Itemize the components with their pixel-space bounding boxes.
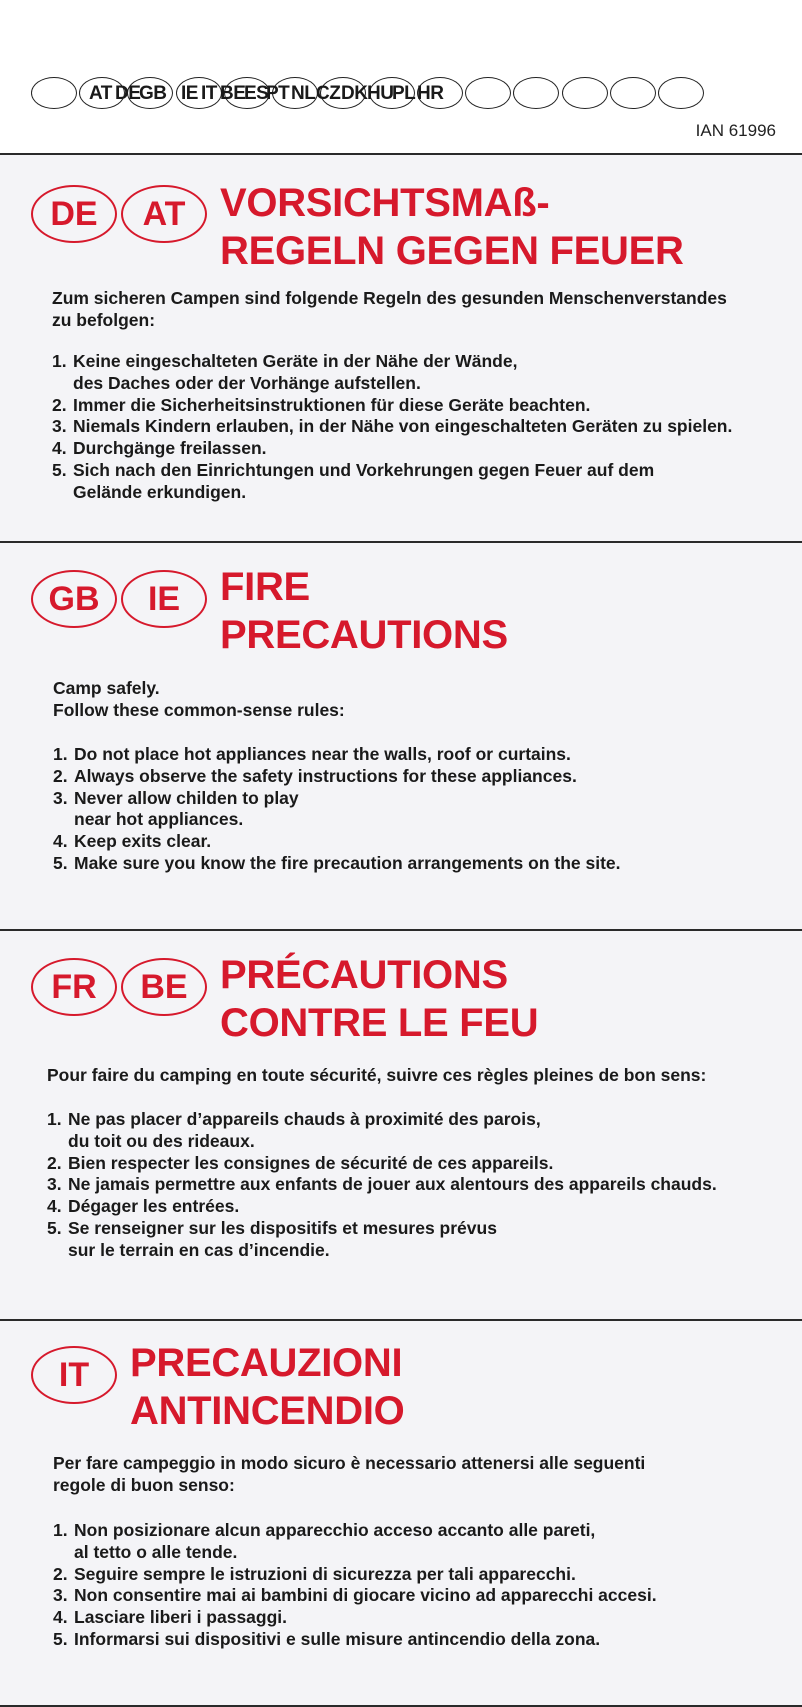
badge-at: AT: [121, 185, 207, 243]
rule-item: 2. Seguire sempre le istruzioni di sicurezza per tali apparecchi.: [53, 1563, 576, 1584]
code-label: PT: [266, 83, 290, 104]
section-intro: Pour faire du camping en toute sécurité, suivre ces règles pleines de bon sens:: [47, 1065, 707, 1085]
badge-fr: FR: [31, 958, 117, 1016]
rule-item: 3. Non consentire mai ai bambini di giocare vicino ad apparecchi accesi.: [53, 1585, 657, 1606]
rule-item: 4. Durchgänge freilassen.: [52, 438, 267, 459]
rule-item: 4. Lasciare liberi i passaggi.: [53, 1607, 288, 1628]
rule-item: 1. Non posizionare alcun apparecchio acceso accanto alle pareti, al tetto o alle tende.: [53, 1520, 596, 1562]
rule-item: 1. Keine eingeschalteten Geräte in der Nähe der Wände, des Daches oder der Vorhänge aufstellen.: [52, 351, 518, 393]
section-title: PRECAUZIONI ANTINCENDIO: [130, 1341, 405, 1433]
badge-gb: GB: [31, 570, 117, 628]
rule-item: 3. Never allow childen to play near hot appliances.: [53, 787, 299, 830]
rule-item: 2. Immer die Sicherheitsinstruktionen für diese Geräte beachten.: [52, 394, 591, 415]
rule-item: 5. Informarsi sui dispositivi e sulle misure antincendio della zona.: [53, 1628, 601, 1649]
code-label: CZ: [316, 83, 341, 104]
code-label: GB: [139, 83, 167, 104]
section-title: VORSICHTSMAß- REGELN GEGEN FEUER: [220, 181, 684, 273]
code-pill: [562, 77, 608, 109]
rule-item: 2. Always observe the safety instructions for these appliances.: [53, 765, 577, 786]
code-label: AT: [89, 83, 112, 104]
rule-item: 2. Bien respecter les consignes de sécurité de ces appareils.: [47, 1152, 554, 1173]
badge-be: BE: [121, 958, 207, 1016]
rule-item: 3. Ne jamais permettre aux enfants de jouer aux alentours des appareils chauds.: [47, 1174, 717, 1195]
rule-item: 4. Dégager les entrées.: [47, 1196, 240, 1217]
section-gb-ie: [0, 543, 802, 929]
code-label: DK: [341, 83, 368, 104]
code-label: HR: [417, 83, 444, 104]
code-label: BE: [220, 83, 246, 104]
code-label: IE: [181, 83, 198, 104]
section-it: [0, 1321, 802, 1705]
code-pill: [610, 77, 656, 109]
rule-item: 5. Sich nach den Einrichtungen und Vorkehrungen gegen Feuer auf dem Gelände erkundigen.: [52, 459, 655, 502]
code-pill: [31, 77, 77, 109]
rule-item: 5. Se renseigner sur les dispositifs et mesures prévus sur le terrain en cas d’incendie.: [47, 1217, 497, 1260]
rules-list: [53, 1520, 657, 1651]
ian-number: IAN 61996: [695, 121, 776, 140]
section-de-at: [0, 155, 802, 541]
badge-de: DE: [31, 185, 117, 243]
section-title: FIRE PRECAUTIONS: [220, 565, 508, 657]
rule-item: 1. Ne pas placer d’appareils chauds à proximité des parois, du toit ou des rideaux.: [47, 1109, 541, 1151]
code-pill: [513, 77, 559, 109]
rule-item: 1. Do not place hot appliances near the walls, roof or curtains.: [53, 744, 571, 764]
rules-list: [52, 351, 732, 504]
header-bar: [0, 0, 802, 155]
section-intro: Per fare campeggio in modo sicuro è necessario attenersi alle seguenti regole di buon senso:: [53, 1453, 646, 1495]
rule-item: 4. Keep exits clear.: [53, 831, 212, 852]
section-intro: Zum sicheren Campen sind folgende Regeln des gesunden Menschenverstandes zu befolgen:: [52, 288, 727, 330]
code-label: DE: [115, 83, 141, 104]
code-label: ES: [244, 83, 269, 104]
code-label: IT: [201, 83, 217, 104]
code-label: HU: [367, 83, 394, 104]
section-fr-be: [0, 931, 802, 1319]
section-title: PRÉCAUTIONS CONTRE LE FEU: [220, 953, 539, 1045]
code-label: NL: [291, 83, 316, 104]
section-intro: Camp safely. Follow these common-sense rules:: [53, 678, 345, 720]
code-pill: [658, 77, 704, 109]
code-pill: [465, 77, 511, 109]
rules-list: [53, 744, 621, 875]
code-label: PL: [392, 83, 416, 104]
badge-ie: IE: [121, 570, 207, 628]
badge-it: IT: [31, 1346, 117, 1404]
rules-list: [47, 1109, 717, 1262]
rule-item: 3. Niemals Kindern erlauben, in der Nähe von eingeschalteten Geräten zu spielen.: [52, 416, 733, 437]
rule-item: 5. Make sure you know the fire precaution arrangements on the site.: [53, 852, 621, 873]
